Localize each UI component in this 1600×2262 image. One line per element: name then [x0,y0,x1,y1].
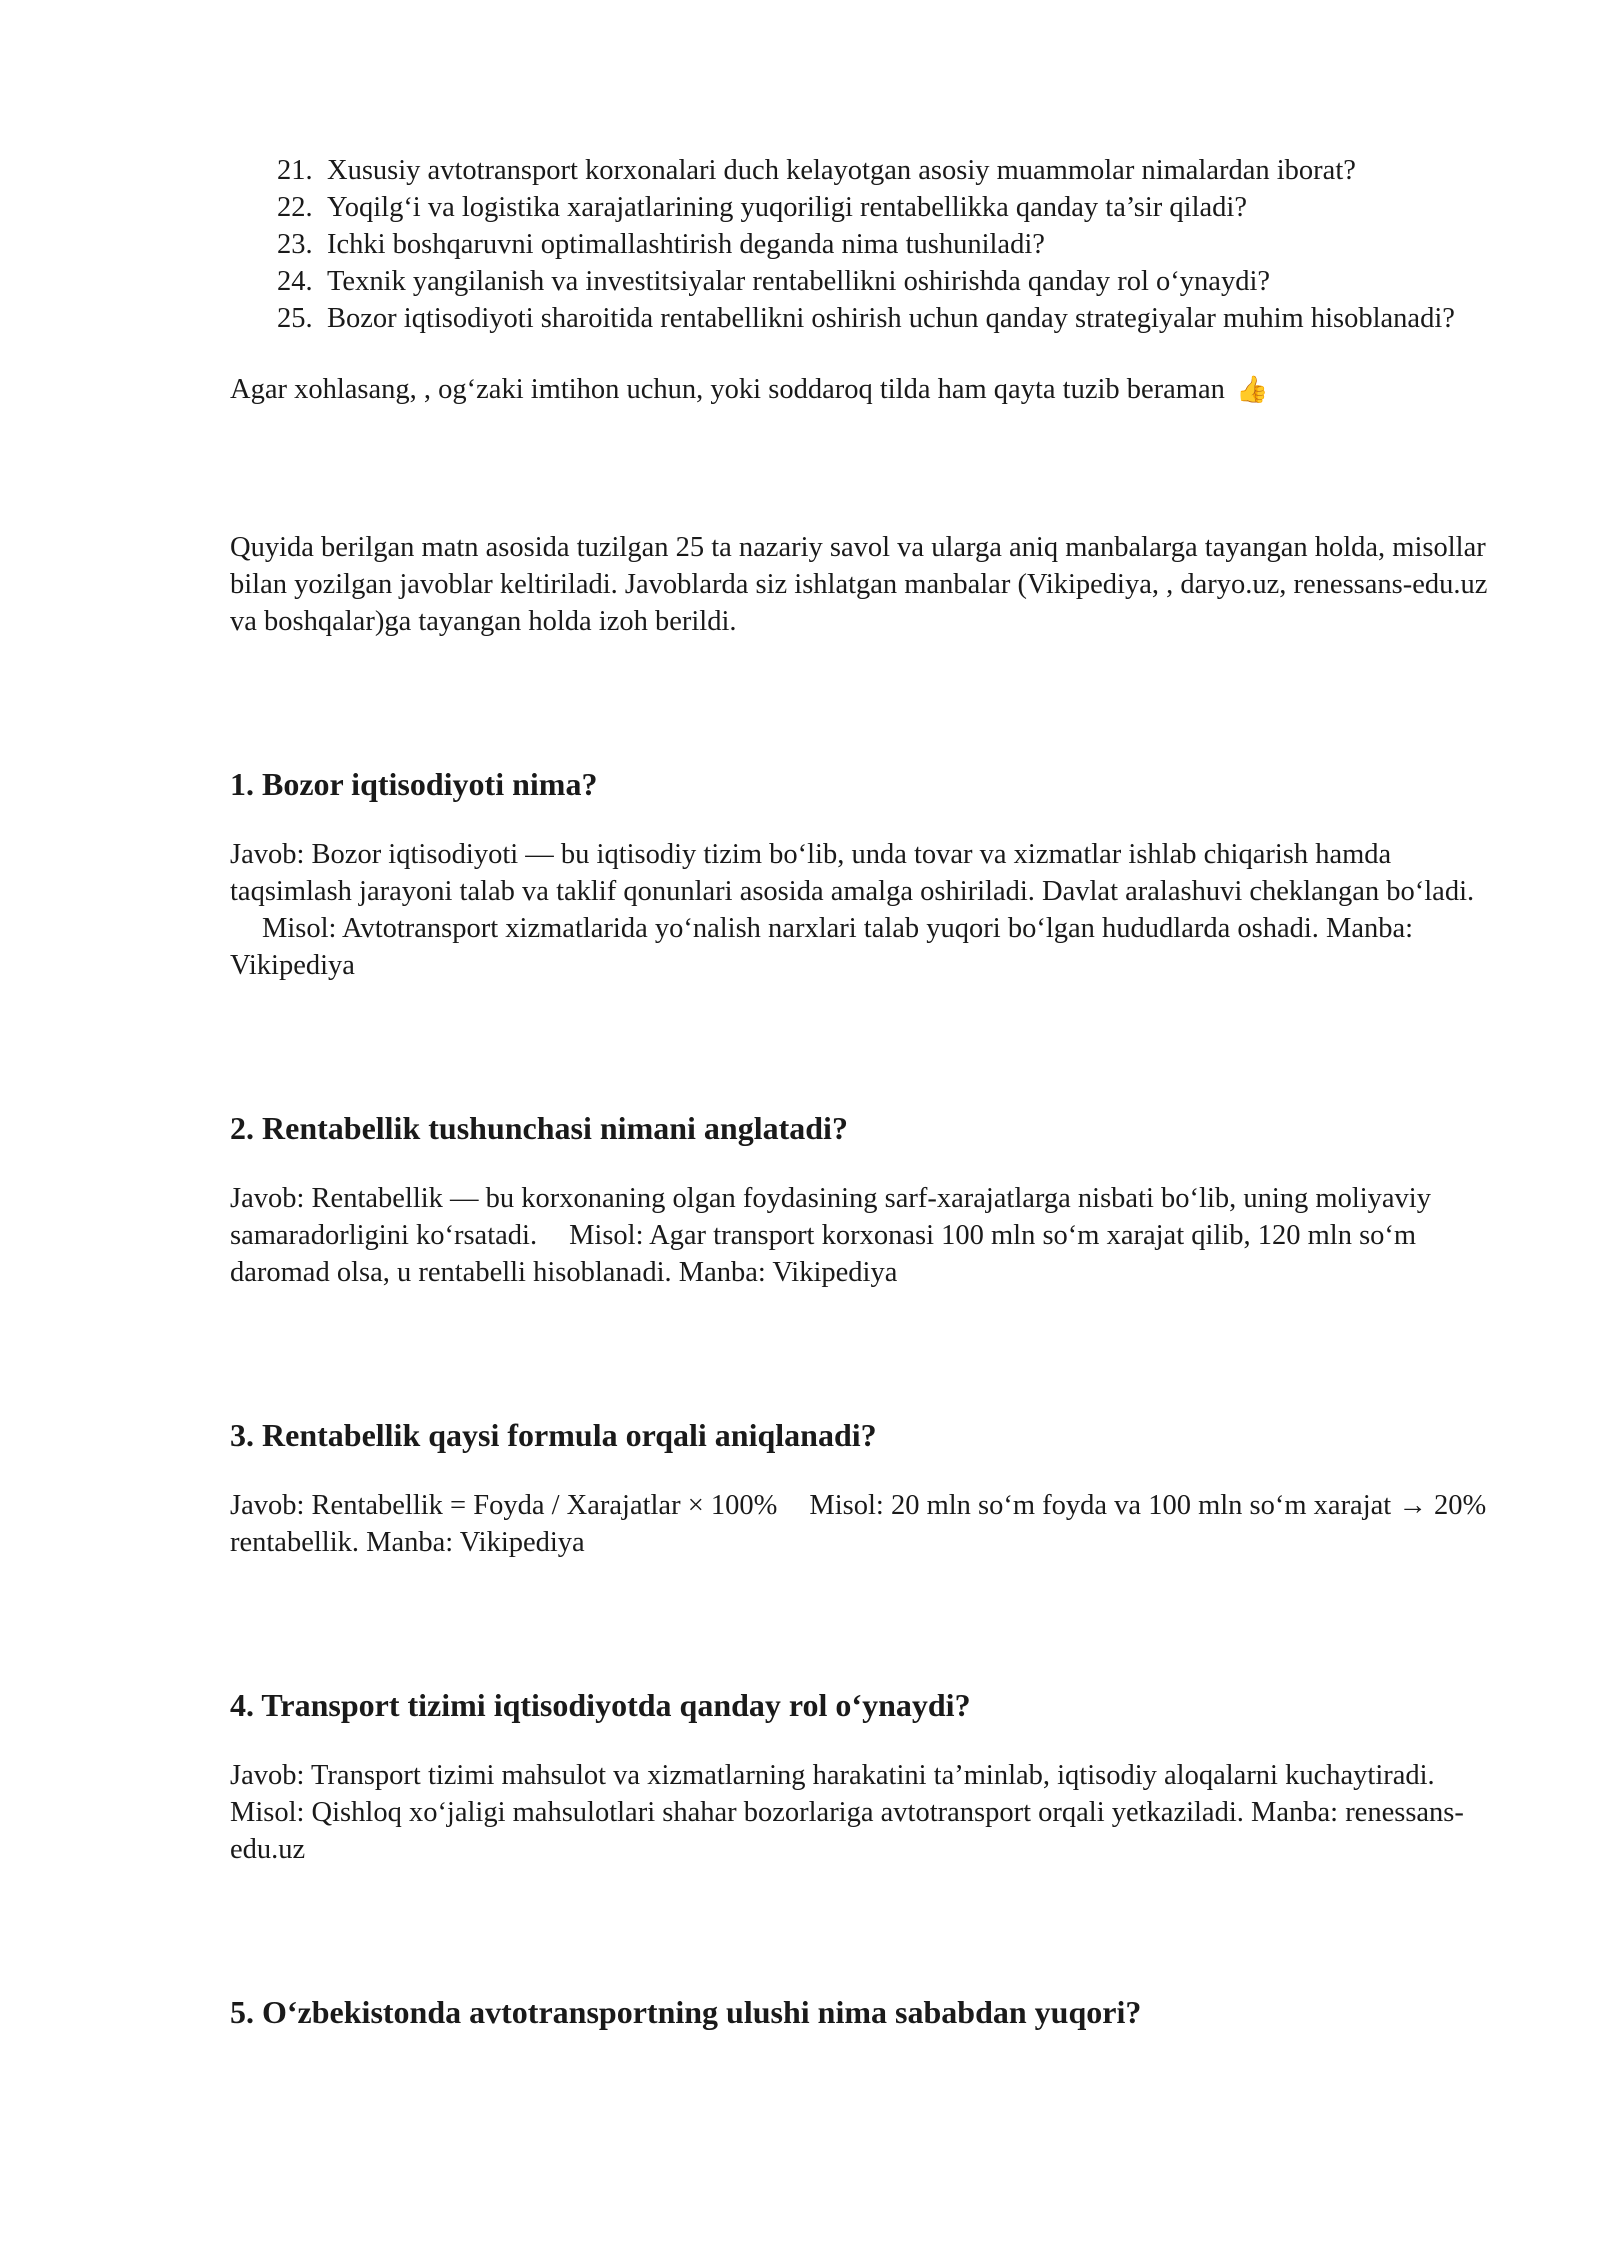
example-text: Misol: Avtotransport xizmatlarida yo‘nalish narxlari talab yuqori bo‘lgan hududlarda oshadi. Manba: Vikipediya [230,913,1414,981]
list-item [230,152,1500,189]
list-item-number: 23. [277,229,313,260]
list-item-text: Xususiy avtotransport korxonalari duch kelayotgan asosiy muammolar nimalardan iborat? [327,155,1356,186]
answer-text: Javob: Transport tizimi mahsulot va xizmatlarning harakatini ta’minlab, iqtisodiy aloqalarni kuchaytiradi. [230,1760,1435,1791]
example-text: Misol: Qishloq xo‘jaligi mahsulotlari shahar bozorlariga avtotransport orqali yetkaziladi. Manba: renessans-edu.uz [230,1797,1464,1865]
list-item [230,189,1500,226]
question-section-5 [230,1992,1500,2032]
example-text: Misol: 20 mln so‘m foyda va 100 mln so‘m xarajat → 20% rentabellik. Manba: Vikipediya [230,1490,1487,1558]
document-page [230,152,1500,2032]
answer-text: Javob: Bozor iqtisodiyoti — bu iqtisodiy tizim bo‘lib, unda tovar va xizmatlar ishlab chiqarish hamda taqsimlash jarayoni talab va taklif qonunlari asosida amalga oshiriladi. Davlat aralashuvi cheklangan bo‘ladi. [230,839,1475,907]
question-heading: 1. Bozor iqtisodiyoti nima? [230,766,598,802]
list-item-text: Ichki boshqaruvni optimallashtirish deganda nima tushuniladi? [327,229,1045,260]
answer-paragraph [230,1180,1500,1291]
question-heading: 2. Rentabellik tushunchasi nimani anglatadi? [230,1110,848,1146]
question-section-3 [230,1415,1500,1561]
list-item [230,300,1500,337]
question-list [230,152,1500,337]
list-item-number: 25. [277,303,313,334]
answer-text: Javob: Rentabellik = Foyda / Xarajatlar × 100% [230,1490,778,1521]
list-item [230,263,1500,300]
intro-paragraph: Quyida berilgan matn asosida tuzilgan 25 ta nazariy savol va ularga aniq manbalarga tayangan holda, misollar bilan yozilgan javoblar keltiriladi. Javoblarda siz ishlatgan manbalar (Vikipediya, , daryo.uz, renessans-edu.uz va boshqalar)ga tayangan holda izoh berildi. [230,532,1488,637]
list-item-text: Texnik yangilanish va investitsiyalar rentabellikni oshirishda qanday rol o‘ynaydi? [327,266,1271,297]
list-item-text: Bozor iqtisodiyoti sharoitida rentabellikni oshirish uchun qanday strategiyalar muhim hisoblanadi? [327,303,1455,334]
question-heading: 3. Rentabellik qaysi formula orqali aniqlanadi? [230,1417,877,1453]
list-item-number: 24. [277,266,313,297]
answer-text: Javob: Rentabellik — bu korxonaning olgan foydasining sarf-xarajatlarga nisbati bo‘lib, uning moliyaviy samaradorligini ko‘rsatadi. [230,1183,1431,1251]
answer-paragraph [230,1757,1500,1868]
list-item-text: Yoqilg‘i va logistika xarajatlarining yuqoriligi rentabellikka qanday ta’sir qiladi? [327,192,1247,223]
question-heading: 4. Transport tizimi iqtisodiyotda qanday rol o‘ynaydi? [230,1687,971,1723]
list-item-number: 21. [277,155,313,186]
answer-paragraph [230,1487,1500,1561]
offer-text: Agar xohlasang, , og‘zaki imtihon uchun, yoki soddaroq tilda ham qayta tuzib beraman [230,374,1225,405]
offer-paragraph [230,371,1500,409]
answer-paragraph [230,836,1500,984]
list-item-number: 22. [277,192,313,223]
question-section-1 [230,764,1500,984]
question-heading: 5. O‘zbekistonda avtotransportning ulushi nima sababdan yuqori? [230,1994,1142,2030]
question-section-2 [230,1108,1500,1291]
thumbs-up-icon: 👍 [1236,375,1269,405]
question-section-4 [230,1685,1500,1868]
list-item [230,226,1500,263]
example-text: Misol: Agar transport korxonasi 100 mln so‘m xarajat qilib, 120 mln so‘m daromad olsa, u rentabelli hisoblanadi. Manba: Vikipediya [230,1220,1417,1288]
